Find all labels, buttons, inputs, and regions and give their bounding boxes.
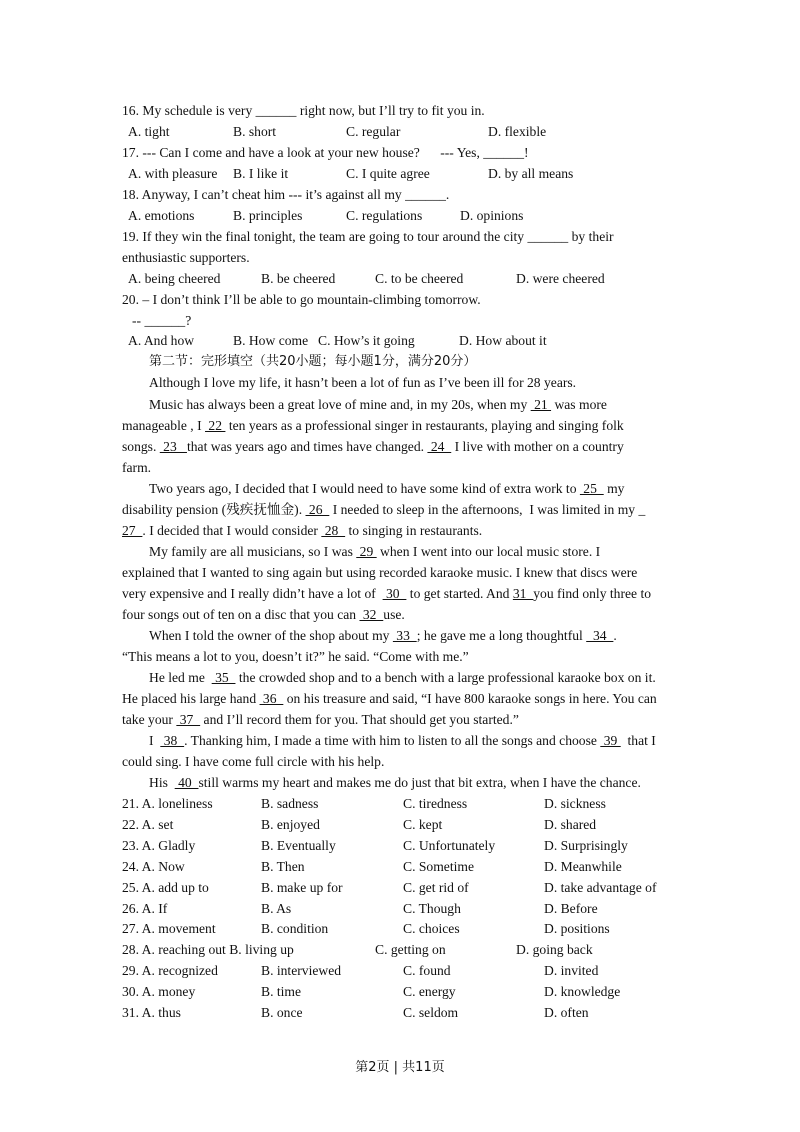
passage-line: disability pension (残疾抚恤金). 26 I needed to sleep in the afternoons, I was limited in my _ xyxy=(122,502,646,517)
passage-line: 27 . I decided that I would consider 28 to singing in restaurants. xyxy=(122,523,483,538)
cloze-option: 31. A. thus xyxy=(122,1005,181,1020)
blank-32: 32 xyxy=(359,607,384,622)
cloze-option: D. going back xyxy=(516,942,593,957)
passage-line: My family are all musicians, so I was 29 when I went into our local music store. I xyxy=(149,544,601,559)
cloze-option: C. Sometime xyxy=(403,859,474,874)
passage-line: explained that I wanted to sing again but using recorded karaoke music. I knew that discs were xyxy=(122,565,638,580)
question-20-reply: -- ______? xyxy=(132,313,192,328)
passage-line: “This means a lot to you, doesn’t it?” he said. “Come with me.” xyxy=(122,649,469,664)
cloze-option: D. often xyxy=(544,1005,589,1020)
cloze-option: C. choices xyxy=(403,921,460,936)
cloze-option: C. getting on xyxy=(375,942,446,957)
blank-25: 25 xyxy=(579,481,604,496)
q17-option-d: D. by all means xyxy=(488,166,574,181)
cloze-option: C. energy xyxy=(403,984,456,999)
passage-paragraph-1: Although I love my life, it hasn’t been a lot of fun as I’ve been ill for 28 years. xyxy=(149,375,577,390)
passage-line: He placed his large hand 36 on his treasure and said, “I have 800 karaoke songs in here. You can xyxy=(122,691,657,706)
cloze-option: B. make up for xyxy=(261,880,343,895)
passage-line: take your 37 and I’ll record them for you. That should get you started.” xyxy=(122,712,519,727)
q18-option-d: D. opinions xyxy=(460,208,524,223)
cloze-option: D. positions xyxy=(544,921,610,936)
section-header: 第二节：完形填空（共20小题；每小题1分，满分20分） xyxy=(149,354,477,369)
cloze-option: 27. A. movement xyxy=(122,921,216,936)
passage-line: Two years ago, I decided that I would need to have some kind of extra work to 25 my xyxy=(149,481,625,496)
passage-line: He led me 35 the crowded shop and to a bench with a large professional karaoke box on it. xyxy=(149,670,656,685)
cloze-option: C. Though xyxy=(403,901,461,916)
cloze-option: B. Eventually xyxy=(261,838,336,853)
blank-38: 38 xyxy=(160,733,185,748)
passage-line: Music has always been a great love of mine and, in my 20s, when my 21 was more xyxy=(149,397,607,412)
cloze-option: D. shared xyxy=(544,817,597,832)
q19-option-a: A. being cheered xyxy=(128,271,221,286)
page-footer: 第2页 | 共11页 xyxy=(355,1060,445,1075)
q20-option-d: D. How about it xyxy=(459,333,547,348)
question-17-stem: 17. --- Can I come and have a look at your new house? --- Yes, ______! xyxy=(122,145,529,160)
blank-37: 37 xyxy=(176,712,201,727)
cloze-option: D. knowledge xyxy=(544,984,621,999)
question-19-stem-cont: enthusiastic supporters. xyxy=(122,250,250,265)
blank-40: 40 xyxy=(174,775,199,790)
q16-option-a: A. tight xyxy=(128,124,170,139)
cloze-option: C. seldom xyxy=(403,1005,459,1020)
q16-option-b: B. short xyxy=(233,124,277,139)
cloze-option: D. invited xyxy=(544,963,599,978)
cloze-option: C. found xyxy=(403,963,451,978)
passage-line: farm. xyxy=(122,460,152,475)
blank-23: 23 xyxy=(159,439,187,454)
passage-line: His 40 still warms my heart and makes me do just that bit extra, when I have the chance. xyxy=(149,775,641,790)
cloze-option: B. condition xyxy=(261,921,329,936)
q18-option-b: B. principles xyxy=(233,208,303,223)
cloze-option: D. Before xyxy=(544,901,598,916)
q20-option-c: C. How’s it going xyxy=(318,333,415,348)
q17-option-c: C. I quite agree xyxy=(346,166,430,181)
q19-option-b: B. be cheered xyxy=(261,271,336,286)
question-19-stem: 19. If they win the final tonight, the team are going to tour around the city ______ by their xyxy=(122,229,614,244)
passage-line: When I told the owner of the shop about my 33 ; he gave me a long thoughtful 34 . xyxy=(149,628,617,643)
blank-36: 36 xyxy=(259,691,284,706)
q17-option-b: B. I like it xyxy=(233,166,289,181)
cloze-option: D. Meanwhile xyxy=(544,859,622,874)
q19-option-d: D. were cheered xyxy=(516,271,605,286)
question-18-stem: 18. Anyway, I can’t cheat him --- it’s against all my ______. xyxy=(122,187,450,202)
blank-28: 28 xyxy=(321,523,346,538)
passage-line: songs. 23 that was years ago and times have changed. 24 I live with mother on a country xyxy=(122,439,624,454)
blank-24: 24 xyxy=(427,439,452,454)
cloze-option: B. interviewed xyxy=(261,963,342,978)
blank-30: 30 xyxy=(382,586,407,601)
cloze-option: C. kept xyxy=(403,817,443,832)
cloze-option: C. tiredness xyxy=(403,796,468,811)
q20-option-a: A. And how xyxy=(128,333,195,348)
question-16-stem: 16. My schedule is very ______ right now, but I’ll try to fit you in. xyxy=(122,103,485,118)
cloze-option: 30. A. money xyxy=(122,984,196,999)
passage-line: four songs out of ten on a disc that you can 32 use. xyxy=(122,607,405,622)
cloze-option: 24. A. Now xyxy=(122,859,185,874)
cloze-option: D. take advantage of xyxy=(544,880,657,895)
q18-option-c: C. regulations xyxy=(346,208,423,223)
question-20-stem: 20. – I don’t think I’ll be able to go mountain-climbing tomorrow. xyxy=(122,292,481,307)
q17-option-a: A. with pleasure xyxy=(128,166,218,181)
blank-34: 34 xyxy=(586,628,614,643)
blank-31: 31 xyxy=(512,586,534,601)
cloze-option: 28. A. reaching out B. living up xyxy=(122,942,294,957)
cloze-option: B. Then xyxy=(261,859,305,874)
passage-line: could sing. I have come full circle with his help. xyxy=(122,754,385,769)
blank-35: 35 xyxy=(211,670,236,685)
cloze-option: 25. A. add up to xyxy=(122,880,209,895)
cloze-option: B. once xyxy=(261,1005,303,1020)
blank-29: 29 xyxy=(356,544,377,559)
blank-22: 22 xyxy=(205,418,226,433)
cloze-option: C. Unfortunately xyxy=(403,838,496,853)
cloze-option: C. get rid of xyxy=(403,880,469,895)
cloze-option: D. sickness xyxy=(544,796,606,811)
cloze-option: 21. A. loneliness xyxy=(122,796,213,811)
blank-39: 39 xyxy=(600,733,621,748)
blank-21: 21 xyxy=(530,397,552,412)
q16-option-d: D. flexible xyxy=(488,124,547,139)
blank-27: 27 xyxy=(122,523,143,538)
cloze-option: D. Surprisingly xyxy=(544,838,628,853)
cloze-option: B. enjoyed xyxy=(261,817,320,832)
cloze-option: 22. A. set xyxy=(122,817,174,832)
cloze-option: B. time xyxy=(261,984,302,999)
cloze-option: 23. A. Gladly xyxy=(122,838,196,853)
q16-option-c: C. regular xyxy=(346,124,401,139)
passage-line: very expensive and I really didn’t have a lot of 30 to get started. And 31 you find only three to xyxy=(122,586,652,601)
q20-option-b: B. How come xyxy=(233,333,309,348)
q19-option-c: C. to be cheered xyxy=(375,271,464,286)
q18-option-a: A. emotions xyxy=(128,208,195,223)
cloze-option: B. As xyxy=(261,901,292,916)
blank-26: 26 xyxy=(305,502,330,517)
passage-line: manageable , I 22 ten years as a professional singer in restaurants, playing and singing folk xyxy=(122,418,624,433)
cloze-option: B. sadness xyxy=(261,796,319,811)
passage-line: I 38 . Thanking him, I made a time with him to listen to all the songs and choose 39 that I xyxy=(149,733,656,748)
cloze-option: 29. A. recognized xyxy=(122,963,218,978)
blank-33: 33 xyxy=(392,628,417,643)
cloze-option: 26. A. If xyxy=(122,901,168,916)
